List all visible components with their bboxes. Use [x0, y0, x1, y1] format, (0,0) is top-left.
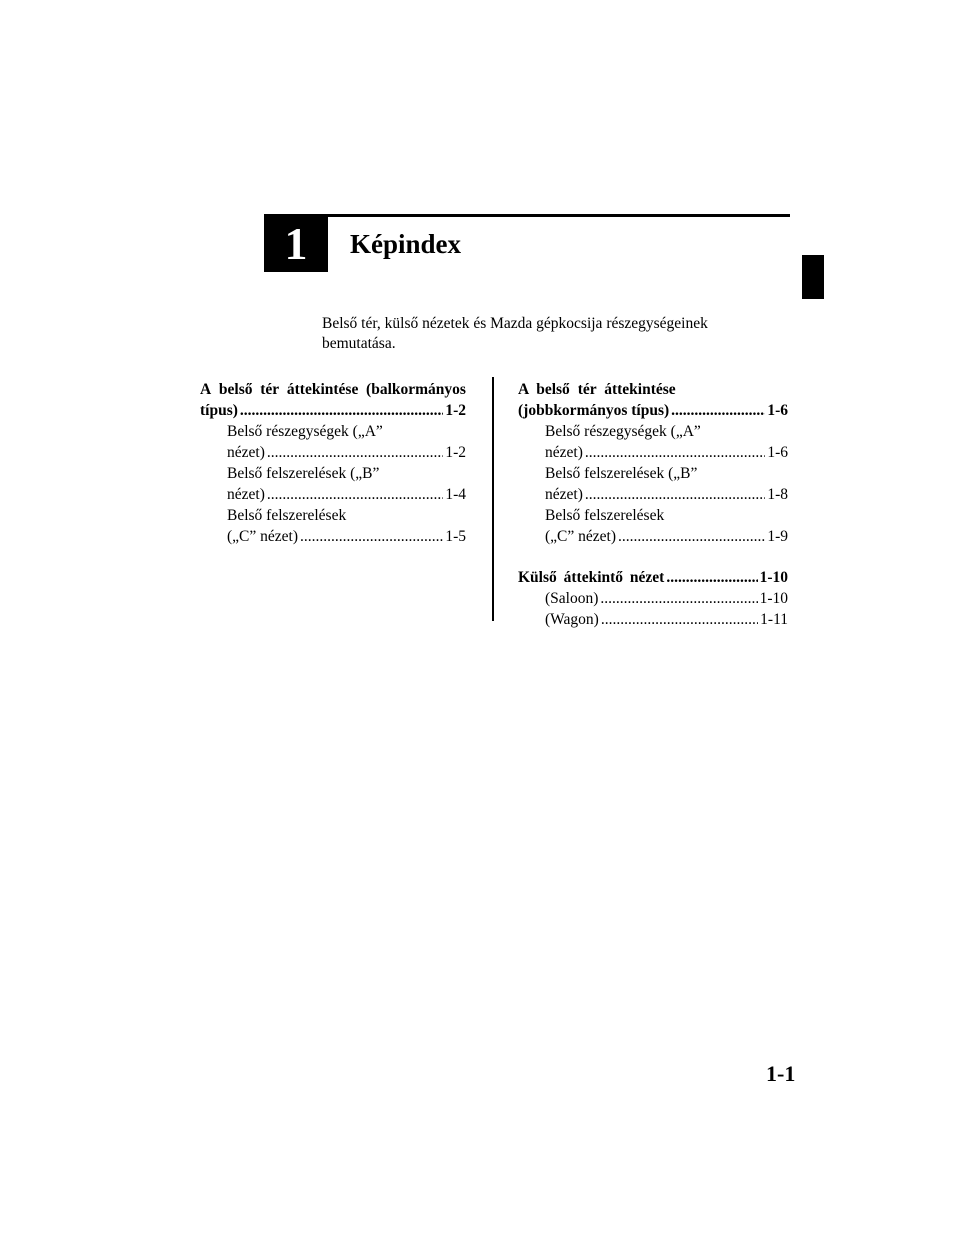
toc-page-ref: 1-2: [445, 444, 466, 461]
toc-heading-line[interactable]: A belső tér áttekintése (balkormányos: [200, 381, 466, 398]
toc-sub-entry[interactable]: Belső felszerelések („B” nézet) ..... 1-4: [200, 463, 466, 505]
toc-sub-entry[interactable]: (Saloon) ..... 1-10: [518, 588, 788, 609]
toc-page-ref: 1-9: [767, 528, 788, 545]
dot-leader: [666, 567, 757, 588]
toc-sub-entry[interactable]: (Wagon) ..... 1-11: [518, 609, 788, 630]
toc-right-column: [518, 379, 788, 630]
dot-leader: [600, 588, 757, 609]
toc-heading-entry[interactable]: (jobbkormányos típus) ..... 1-6: [518, 400, 788, 421]
column-divider: [492, 377, 494, 621]
toc-page-ref: 1-11: [760, 611, 788, 628]
toc-heading-entry[interactable]: típus) ..... 1-2: [200, 400, 466, 421]
page-number: 1-1: [766, 1061, 796, 1086]
toc-sub-entry[interactable]: Belső felszerelések („C” nézet) ..... 1-9: [518, 505, 788, 547]
toc-heading-line[interactable]: A belső tér áttekintése: [518, 381, 676, 398]
toc-sub-entry[interactable]: Belső részegységek („A” nézet) ..... 1-6: [518, 421, 788, 463]
chapter-number: 1: [284, 218, 308, 269]
dot-leader: [267, 484, 443, 505]
toc-page-ref: 1-5: [445, 528, 466, 545]
dot-leader: [585, 442, 765, 463]
chapter-title: Képindex: [350, 229, 462, 259]
toc-page-ref: 1-8: [767, 486, 788, 503]
dot-leader: [267, 442, 443, 463]
header-rule: [264, 214, 790, 217]
toc-page-ref: 1-2: [445, 402, 466, 419]
toc-page-ref: 1-6: [767, 402, 788, 419]
dot-leader: [601, 609, 758, 630]
toc-page-ref: 1-10: [759, 569, 788, 586]
chapter-side-tab: [802, 255, 824, 299]
dot-leader: [300, 526, 443, 547]
toc-heading-entry[interactable]: Külső áttekintő nézet ..... 1-10: [518, 567, 788, 588]
toc-left-column: [200, 379, 466, 547]
toc-page-ref: 1-4: [445, 486, 466, 503]
chapter-number-box: [264, 216, 328, 272]
toc-page-ref: 1-6: [767, 444, 788, 461]
dot-leader: [240, 400, 443, 421]
chapter-intro: Belső tér, külső nézetek és Mazda gépkocsija részegységeinek bemutatása.: [322, 315, 708, 352]
toc-sub-entry[interactable]: Belső felszerelések („C” nézet) ..... 1-5: [200, 505, 466, 547]
toc-page-ref: 1-10: [759, 590, 788, 607]
toc-sub-entry[interactable]: Belső részegységek („A” nézet) ..... 1-2: [200, 421, 466, 463]
dot-leader: [671, 400, 765, 421]
toc-sub-entry[interactable]: Belső felszerelések („B” nézet) ..... 1-8: [518, 463, 788, 505]
dot-leader: [618, 526, 765, 547]
dot-leader: [585, 484, 765, 505]
